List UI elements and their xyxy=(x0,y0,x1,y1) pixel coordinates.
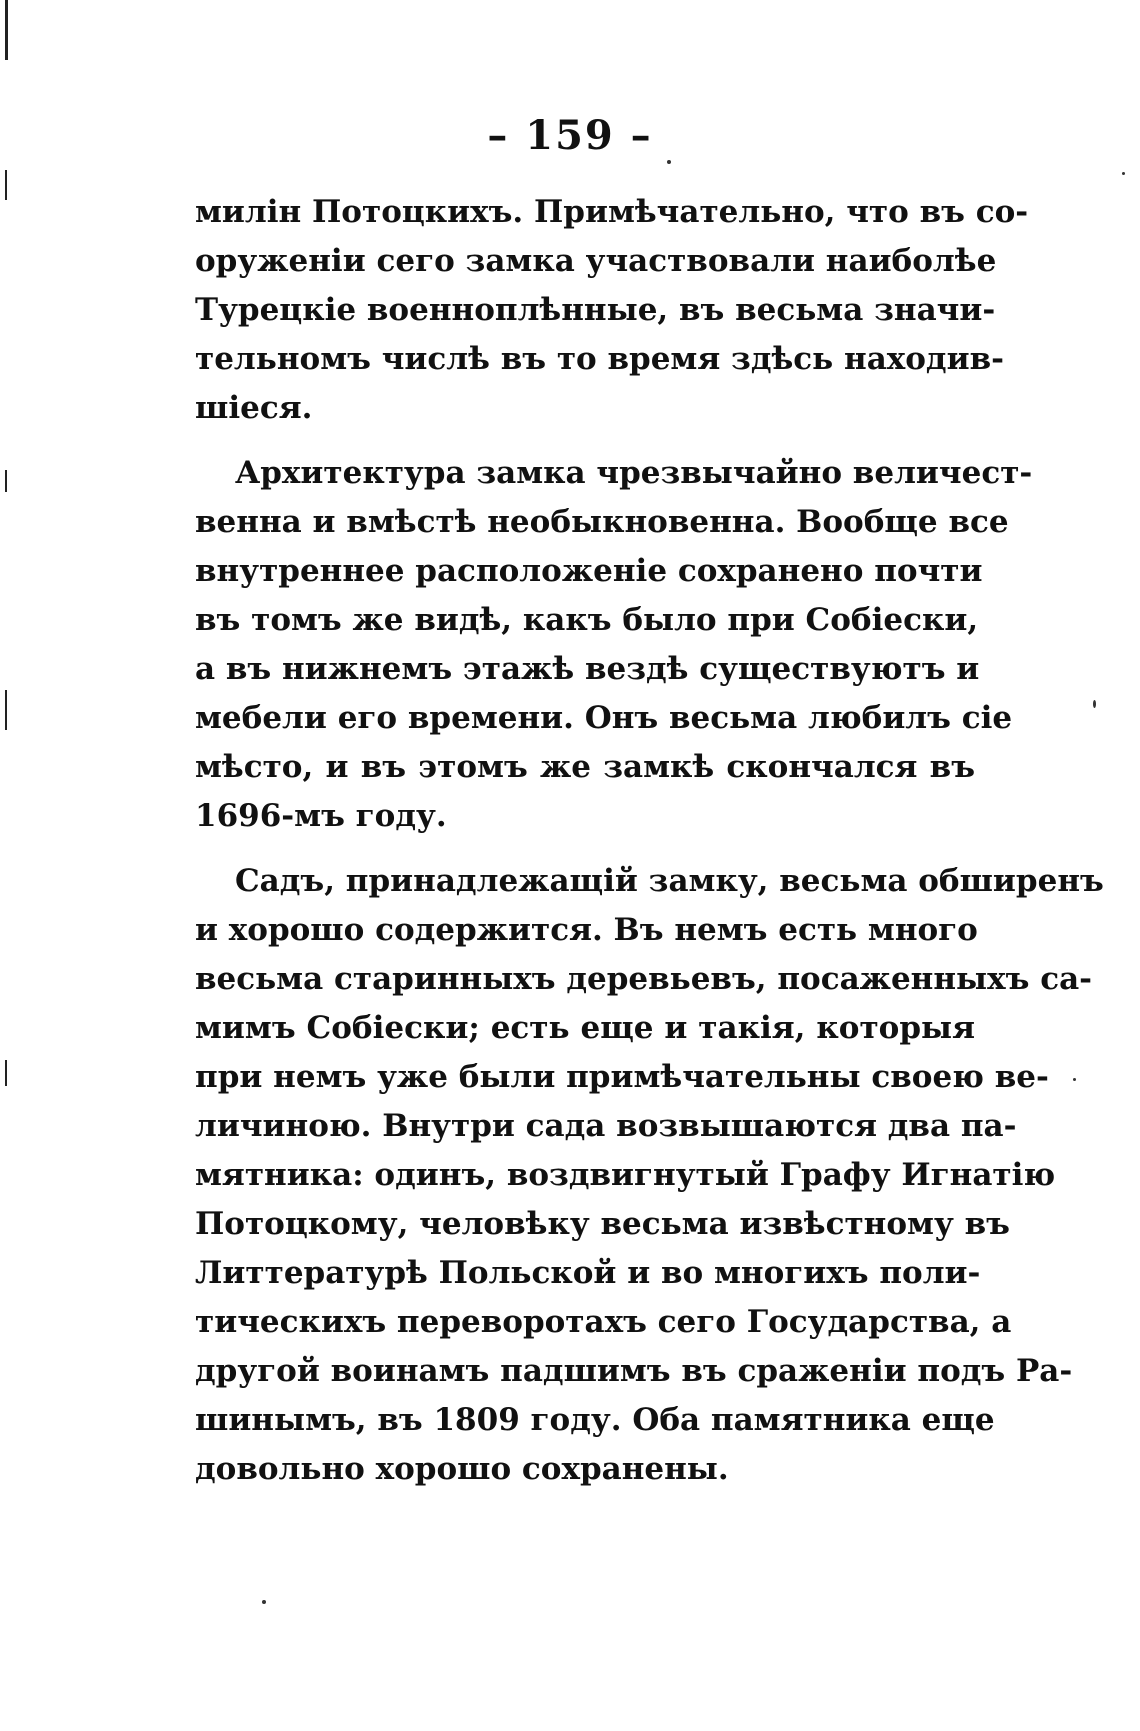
text-line: мятника: одинъ, воздвигнутый Графу Игнатію xyxy=(195,1157,1056,1193)
paragraph-1 xyxy=(195,188,1029,433)
scan-edge-mark xyxy=(5,690,7,730)
scan-edge-mark xyxy=(5,0,8,60)
text-line: въ томъ же видѣ, какъ было при Собіески, xyxy=(195,602,979,638)
text-line: довольно хорошо сохранены. xyxy=(195,1451,729,1487)
text-line: мебели его времени. Онъ весьма любилъ сіе xyxy=(195,700,1013,736)
page-number: – 159 – xyxy=(487,112,653,159)
scan-edge-mark xyxy=(5,470,7,492)
text-line: и хорошо содержится. Въ немъ есть много xyxy=(195,912,978,948)
text-line: Архитектура замка чрезвычайно величест- xyxy=(235,455,1033,491)
text-line: 1696-мъ году. xyxy=(195,798,447,834)
text-line: мимъ Собіески; есть еще и такія, которыя xyxy=(195,1010,975,1046)
paragraph-2 xyxy=(195,449,1033,841)
text-line: милін Потоцкихъ. Примѣчательно, что въ со- xyxy=(195,194,1029,230)
text-line: при немъ уже были примѣчательны своею ве- xyxy=(195,1059,1049,1095)
text-line: другой воинамъ падшимъ въ сраженіи подъ Ра- xyxy=(195,1353,1073,1389)
text-line: шіеся. xyxy=(195,390,313,426)
text-line: Садъ, принадлежащій замку, весьма обширенъ xyxy=(235,863,1104,899)
scan-speck xyxy=(1073,1078,1076,1081)
text-line: весьма старинныхъ деревьевъ, посаженныхъ са- xyxy=(195,961,1093,997)
scan-speck xyxy=(1122,172,1125,175)
paragraph-3 xyxy=(195,857,1104,1494)
text-line: внутреннее расположеніе сохранено почти xyxy=(195,553,983,589)
text-line: оруженіи сего замка участвовали наиболѣе xyxy=(195,243,997,279)
text-line: Потоцкому, человѣку весьма извѣстному въ xyxy=(195,1206,1010,1242)
text-line: Турецкіе военноплѣнные, въ весьма значи- xyxy=(195,292,996,328)
scan-speck xyxy=(667,160,671,164)
text-line: а въ нижнемъ этажѣ вездѣ существуютъ и xyxy=(195,651,980,687)
body-text xyxy=(195,188,1104,1494)
text-line: личиною. Внутри сада возвышаются два па- xyxy=(195,1108,1017,1144)
text-line: тельномъ числѣ въ то время здѣсь находив- xyxy=(195,341,1004,377)
text-line: венна и вмѣстѣ необыкновенна. Вообще все xyxy=(195,504,1009,540)
text-line: Литтературѣ Польской и во многихъ поли- xyxy=(195,1255,981,1291)
scan-speck xyxy=(262,1600,266,1604)
scan-edge-mark xyxy=(5,1060,7,1086)
text-line: мѣсто, и въ этомъ же замкѣ скончался въ xyxy=(195,749,975,785)
text-line: шинымъ, въ 1809 году. Оба памятника еще xyxy=(195,1402,995,1438)
scan-edge-mark xyxy=(5,170,7,200)
text-line: тическихъ переворотахъ сего Государства, а xyxy=(195,1304,1012,1340)
scan-speck xyxy=(1093,700,1096,708)
